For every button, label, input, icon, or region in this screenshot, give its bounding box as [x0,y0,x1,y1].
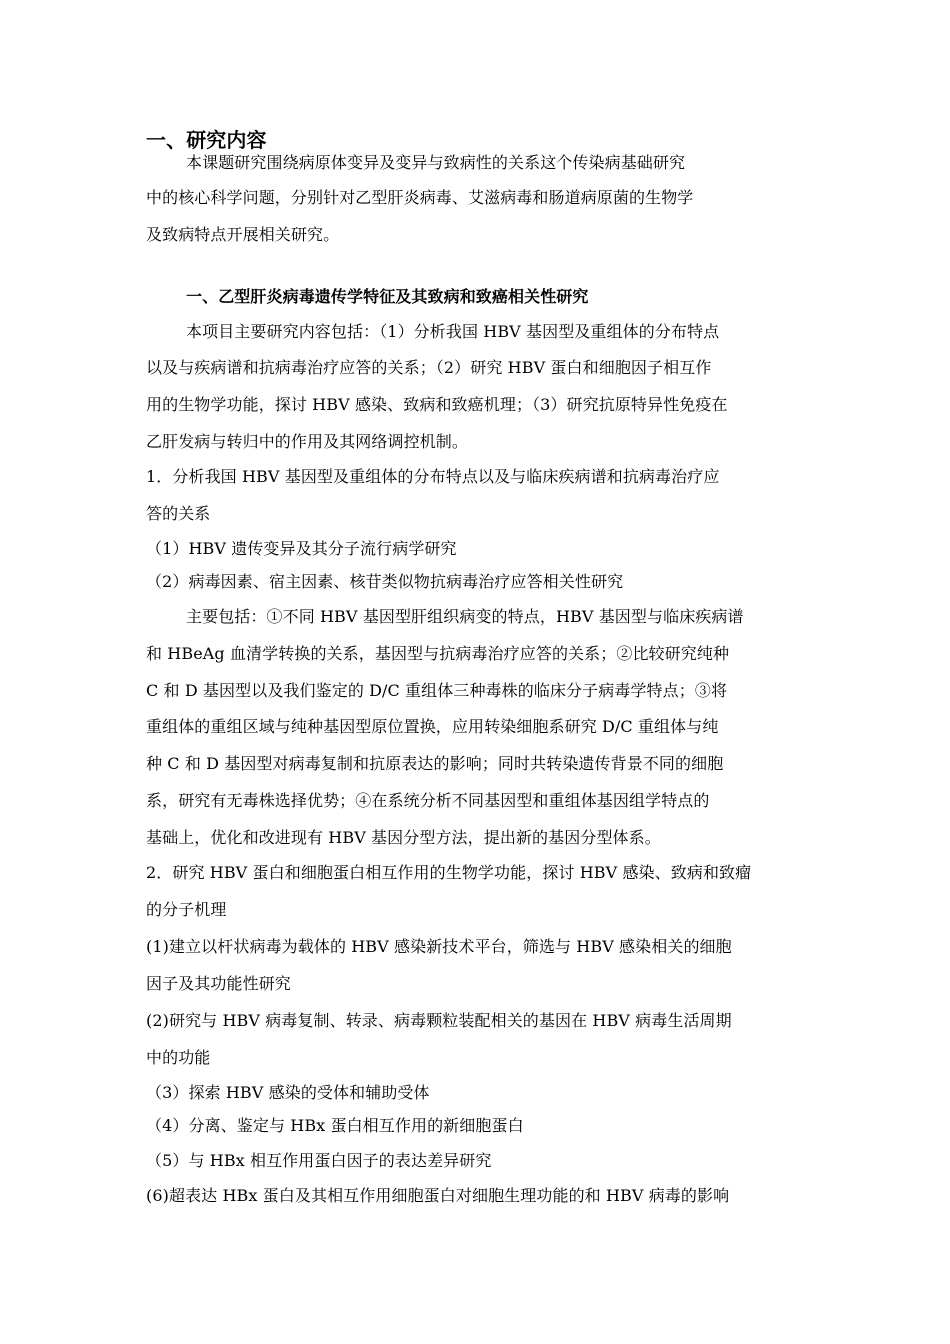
sub-item: 因子及其功能性研究 [146,974,291,993]
sub-item: (6)超表达 HBx 蛋白及其相互作用细胞蛋白对细胞生理功能的和 HBV 病毒的影响 [146,1186,730,1205]
section-intro-line: 用的生物学功能，探讨 HBV 感染、致病和致癌机理；（3）研究抗原特异性免疫在 [146,395,728,414]
item-heading-line: 的分子机理 [146,900,227,919]
detail-line: 重组体的重组区域与纯种基因型原位置换，应用转染细胞系研究 D/C 重组体与纯 [146,717,719,736]
item-heading-line: 答的关系 [146,504,211,523]
sub-item: (1)建立以杆状病毒为载体的 HBV 感染新技术平台，筛选与 HBV 感染相关的细胞 [146,937,732,956]
item-heading-line: 1．分析我国 HBV 基因型及重组体的分布特点以及与临床疾病谱和抗病毒治疗应 [146,467,720,486]
page-heading: 一、研究内容 [146,128,267,152]
detail-line: 基础上，优化和改进现有 HBV 基因分型方法，提出新的基因分型体系。 [146,828,661,847]
sub-item: （3）探索 HBV 感染的受体和辅助受体 [146,1083,430,1102]
intro-line: 中的核心科学问题，分别针对乙型肝炎病毒、艾滋病毒和肠道病原菌的生物学 [146,188,694,207]
sub-item: （4）分离、鉴定与 HBx 蛋白相互作用的新细胞蛋白 [146,1116,524,1135]
intro-line: 本课题研究围绕病原体变异及变异与致病性的关系这个传染病基础研究 [186,153,686,172]
sub-item: （1）HBV 遗传变异及其分子流行病学研究 [146,539,457,558]
detail-line: C 和 D 基因型以及我们鉴定的 D/C 重组体三种毒株的临床分子病毒学特点；③将 [146,681,728,700]
detail-line: 主要包括：①不同 HBV 基因型肝组织病变的特点，HBV 基因型与临床疾病谱 [186,607,744,626]
sub-item: （5）与 HBx 相互作用蛋白因子的表达差异研究 [146,1151,492,1170]
sub-item: 中的功能 [146,1048,211,1067]
detail-line: 和 HBeAg 血清学转换的关系，基因型与抗病毒治疗应答的关系；②比较研究纯种 [146,644,730,663]
item-heading-line: 2．研究 HBV 蛋白和细胞蛋白相互作用的生物学功能，探讨 HBV 感染、致病和致瘤 [146,863,752,882]
section-intro-line: 本项目主要研究内容包括：（1）分析我国 HBV 基因型及重组体的分布特点 [186,322,720,341]
sub-item: (2)研究与 HBV 病毒复制、转录、病毒颗粒装配相关的基因在 HBV 病毒生活周期 [146,1011,732,1030]
intro-line: 及致病特点开展相关研究。 [146,225,340,244]
section-intro-line: 以及与疾病谱和抗病毒治疗应答的关系；（2）研究 HBV 蛋白和细胞因子相互作 [146,358,712,377]
section-intro-line: 乙肝发病与转归中的作用及其网络调控机制。 [146,432,469,451]
detail-line: 系，研究有无毒株选择优势；④在系统分析不同基因型和重组体基因组学特点的 [146,791,710,810]
sub-item: （2）病毒因素、宿主因素、核苷类似物抗病毒治疗应答相关性研究 [146,572,624,591]
section-title: 一、乙型肝炎病毒遗传学特征及其致病和致癌相关性研究 [186,287,589,306]
detail-line: 种 C 和 D 基因型对病毒复制和抗原表达的影响；同时共转染遗传背景不同的细胞 [146,754,724,773]
